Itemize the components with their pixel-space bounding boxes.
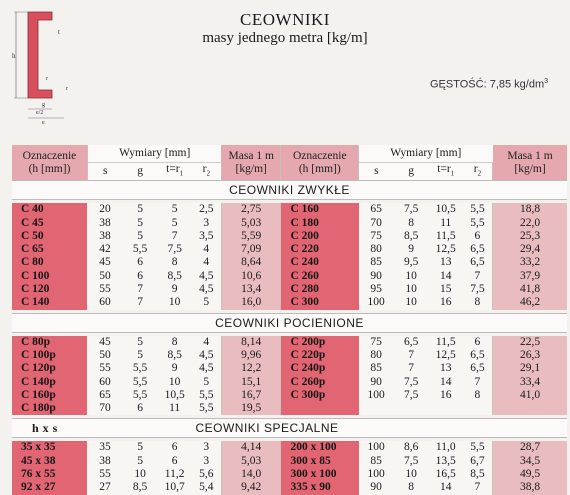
table-cell: 16 [439, 296, 452, 309]
table-cell: C 260p [290, 375, 326, 388]
table-cell: 5 [137, 229, 143, 242]
spec-right-names [281, 441, 359, 494]
table-cell: 6 [171, 454, 178, 467]
table-cell: 10,5 [164, 388, 185, 401]
table-cell: 13,4 [241, 283, 262, 296]
channel-profile-diagram [6, 6, 86, 126]
table-cell: 100 [367, 468, 385, 481]
header-mass-unit: [kg/m] [235, 162, 267, 175]
poc-left-t [158, 336, 192, 416]
table-cell: C 140p [21, 375, 56, 388]
table-cell: C 65 [21, 243, 44, 256]
table-cell: 3 [203, 216, 210, 229]
table-cell: 46,2 [519, 296, 541, 309]
table-cell: 6,7 [470, 454, 485, 467]
table-cell: C 100 [21, 269, 50, 282]
table-cell: C 120p [21, 362, 56, 375]
table-cell: 49,5 [519, 468, 541, 481]
table-cell: 6 [137, 256, 143, 269]
table-cell: 300 x 85 [290, 454, 331, 467]
zwykle-left-g [123, 203, 158, 309]
table-cell: 85 [370, 362, 382, 375]
header-name-unit: (h [mm]) [28, 162, 71, 175]
table-cell: 10 [168, 296, 181, 309]
table-cell: 8 [474, 296, 481, 309]
table-cell: 35 x 35 [21, 441, 56, 454]
table-cell: C 300p [290, 388, 326, 401]
table-cell: 13,5 [435, 454, 456, 467]
table-cell: 92 x 27 [21, 481, 56, 494]
spec-left-t [158, 441, 192, 494]
table-cell: 55 [99, 468, 111, 481]
table-cell: 41,8 [519, 283, 541, 296]
spec-left-mass [221, 441, 281, 494]
diagram-g-label: g [42, 102, 45, 108]
table-cell: 45 [99, 256, 111, 269]
header-dims-left: Wymiary [mm] [87, 145, 221, 163]
table-cell: 35 [99, 441, 111, 454]
table-cell: C 120 [21, 283, 50, 296]
table-cell: 7 [474, 269, 481, 282]
table-cell: 10 [405, 269, 417, 282]
table-cell: 5,5 [132, 362, 148, 375]
table-cell: 16,7 [241, 388, 262, 401]
table-cell: 76 x 55 [21, 468, 56, 481]
header-col-g: g [123, 163, 158, 181]
density-exponent: 3 [544, 78, 549, 85]
header-col-s: s [359, 163, 394, 181]
table-cell: 65 [370, 203, 382, 216]
table-cell: 20 [99, 203, 111, 216]
table-cell: 10,6 [241, 269, 262, 282]
table-cell: 45 x 38 [21, 454, 56, 467]
table-cell: 22,0 [519, 216, 541, 229]
table-cell: 9,96 [241, 348, 262, 361]
zwykle-right-mass [493, 203, 567, 309]
table-cell: 7 [137, 283, 143, 296]
table-cell: 8 [171, 256, 178, 269]
table-cell: 70 [370, 216, 382, 229]
pocienione-block [12, 336, 567, 416]
table-cell: C 280 [290, 283, 319, 296]
spec-left-names [12, 441, 87, 494]
header-col-t [158, 163, 192, 181]
table-cell: 7,09 [241, 243, 262, 256]
table-cell: 25,3 [519, 229, 541, 242]
table-cell: C 180 [290, 216, 319, 229]
zwykle-block [12, 203, 567, 309]
table-cell: 5 [137, 203, 143, 216]
poc-right-mass [493, 336, 567, 416]
table-cell: 55 [99, 283, 111, 296]
table-cell: 14 [439, 481, 452, 494]
table-cell: 6,5 [470, 256, 485, 269]
zwykle-right-t [429, 203, 463, 309]
section-title-specjalne: CEOWNIKI SPECJALNE [87, 419, 567, 438]
poc-left-r [192, 336, 222, 416]
table-cell: 5 [137, 454, 143, 467]
spec-right-t [429, 441, 463, 494]
poc-left-mass [221, 336, 281, 416]
table-cell: 14 [439, 269, 452, 282]
header-mass-label: Masa 1 m [228, 149, 274, 162]
table-cell: C 180p [21, 402, 56, 415]
section-title-zwykle: CEOWNIKI ZWYKŁE [12, 181, 567, 200]
table-cell: 45 [99, 335, 111, 348]
table-cell: 6 [474, 229, 481, 242]
table-cell: 8 [171, 335, 178, 348]
header-col-r-sub: 2 [477, 169, 482, 178]
diagram-r2-label: r [66, 86, 68, 92]
table-cell: 5,5 [132, 243, 148, 256]
poc-right-g [394, 336, 429, 416]
table-cell: 27 [99, 481, 111, 494]
table-cell: 28,7 [519, 441, 541, 454]
table-cell: 10 [168, 375, 181, 388]
table-cell: 200 x 100 [290, 441, 337, 454]
table-cell: 11 [440, 216, 452, 229]
table-cell: 9,5 [403, 256, 419, 269]
table-cell: 6,5 [470, 362, 485, 375]
section-specjalne-left-label: h x s [12, 419, 87, 438]
table-cell: 34,5 [519, 454, 541, 467]
table-cell: 5,5 [132, 388, 148, 401]
table-cell: 8,64 [241, 256, 262, 269]
header-col-t [429, 163, 463, 181]
table-cell: 6 [474, 335, 481, 348]
table-cell: 4 [203, 256, 210, 269]
table-cell: C 160p [21, 388, 56, 401]
poc-left-g [123, 336, 158, 416]
table-cell: 5,5 [132, 375, 148, 388]
spec-right-r [463, 441, 493, 494]
table-cell: 7,5 [403, 454, 419, 467]
zwykle-left-t [158, 203, 192, 309]
table-cell: 90 [370, 375, 382, 388]
table-cell: C 140 [21, 296, 50, 309]
zwykle-left-mass [221, 203, 281, 309]
diagram-r1-label: r [46, 76, 48, 82]
zwykle-left-s [87, 203, 122, 309]
spec-left-r [192, 441, 222, 494]
table-cell: 5,4 [199, 481, 214, 494]
table-cell: 37,9 [519, 269, 541, 282]
table-cell: 3 [203, 454, 210, 467]
table-cell: 8,5 [167, 269, 182, 282]
section-title-pocienione: CEOWNIKI POCIENIONE [12, 313, 567, 332]
spec-left-s [87, 441, 122, 494]
density-label: GĘSTOŚĆ: 7,85 kg/dm [430, 78, 545, 91]
header-mass-left [221, 145, 281, 181]
table-cell: 6,5 [470, 348, 485, 361]
table-cell: 7,5 [403, 375, 419, 388]
table-cell: C 240 [290, 256, 319, 269]
table-cell: 16,5 [435, 468, 456, 481]
zwykle-left-names [12, 203, 87, 309]
table-cell: 5,5 [470, 216, 485, 229]
table-cell: 90 [370, 481, 382, 494]
table-cell: C 80 [21, 256, 44, 269]
table-cell: 33,4 [519, 375, 541, 388]
table-cell: 6,5 [470, 243, 485, 256]
table-cell: 9 [408, 243, 415, 256]
table-cell: 4 [203, 335, 210, 348]
table-cell: 4,14 [241, 441, 262, 454]
table-cell: 7 [408, 362, 415, 375]
table-cell: 6,5 [403, 335, 419, 348]
table-cell: 11,0 [435, 441, 456, 454]
table-cell: 5 [171, 203, 178, 216]
table-cell: 7 [474, 481, 481, 494]
table-cell: 70 [99, 402, 111, 415]
table-cell: 5 [203, 375, 210, 388]
table-cell: 100 [367, 296, 385, 309]
table-cell: 11,5 [435, 229, 456, 242]
table-cell: 8,5 [403, 229, 419, 242]
table-cell: C 50 [21, 229, 44, 242]
table-cell: 10,5 [435, 203, 456, 216]
header-mass-unit: [kg/m] [514, 162, 546, 175]
table-cell: 19,5 [241, 402, 262, 415]
table-cell: 5,5 [199, 402, 214, 415]
header-col-t-sub: 1 [450, 169, 455, 178]
table-cell: 15,1 [241, 375, 262, 388]
table-cell: C 220p [290, 348, 326, 361]
zwykle-right-g [394, 203, 429, 309]
table-cell: 22,5 [519, 335, 541, 348]
header-col-t-sub: 1 [179, 169, 184, 178]
table-cell: C 240p [290, 362, 326, 375]
header-col-r [463, 163, 493, 181]
table-cell: 29,1 [519, 362, 541, 375]
channel-table [12, 145, 567, 495]
zwykle-right-r [463, 203, 493, 309]
table-cell: 5 [137, 335, 143, 348]
diagram-h-label: h [12, 52, 16, 60]
header-col-s: s [87, 163, 122, 181]
table-cell: 50 [99, 348, 111, 361]
table-cell: 4,5 [199, 283, 214, 296]
table-cell: 15 [439, 283, 452, 296]
table-cell: 12,5 [435, 348, 456, 361]
header-name-left [12, 145, 87, 181]
table-cell: 85 [370, 454, 382, 467]
table-cell: C 200 [290, 229, 319, 242]
table-cell: 10 [405, 296, 417, 309]
zwykle-right-s [359, 203, 394, 309]
table-cell: 7,5 [403, 388, 419, 401]
table-cell: C 100p [21, 348, 56, 361]
table-cell: 10,7 [164, 481, 185, 494]
table-cell: 5,59 [241, 229, 262, 242]
table-cell: 55 [99, 362, 111, 375]
zwykle-left-r [192, 203, 222, 309]
poc-left-names [12, 336, 87, 416]
table-cell: 5,03 [241, 216, 262, 229]
table-cell: 7 [171, 229, 178, 242]
poc-right-r [463, 336, 493, 416]
table-cell: 300 x 100 [290, 468, 337, 481]
table-cell: 8,5 [167, 348, 182, 361]
table-cell: 5,5 [470, 441, 485, 454]
header-col-r-label: r [473, 163, 478, 175]
table-cell: 18,8 [519, 203, 541, 216]
table-cell: C 300 [290, 296, 319, 309]
table-cell: 4,5 [199, 362, 214, 375]
table-cell: 5 [137, 348, 143, 361]
table-cell: 10 [405, 468, 417, 481]
diagram-e2-label: e/2 [36, 110, 44, 116]
table-cell: 80 [370, 348, 382, 361]
table-cell: 5,5 [470, 203, 485, 216]
table-cell: 33,2 [519, 256, 541, 269]
poc-right-t [429, 336, 463, 416]
table-cell: 95 [370, 283, 382, 296]
spec-right-mass [493, 441, 567, 494]
table-cell: 80 [370, 243, 382, 256]
table-cell: 11 [169, 402, 181, 415]
header-col-r-label: r [202, 163, 207, 175]
table-cell: 60 [99, 296, 111, 309]
table-cell: 5,03 [241, 454, 262, 467]
table-cell: 8,5 [470, 468, 485, 481]
table-cell: 7,5 [470, 283, 485, 296]
table-cell: 75 [370, 335, 382, 348]
poc-left-s [87, 336, 122, 416]
header-mass-label: Masa 1 m [507, 149, 553, 162]
table-cell: 38 [99, 454, 111, 467]
spec-right-g [394, 441, 429, 494]
table-cell: 5,5 [199, 388, 214, 401]
table-cell: 85 [370, 256, 382, 269]
table-cell: 6 [137, 402, 143, 415]
table-cell: 11,2 [164, 468, 185, 481]
table-cell: 60 [99, 375, 111, 388]
table-cell: 41,0 [519, 388, 541, 401]
table-cell: 3,5 [199, 229, 214, 242]
table-cell: 12,5 [435, 243, 456, 256]
diagram-e-label: e [42, 120, 45, 126]
table-cell: 5,6 [199, 468, 214, 481]
diagram-t-label: t [58, 28, 60, 36]
table-cell: 8 [408, 216, 415, 229]
table-cell: 14,0 [241, 468, 262, 481]
table-cell: 9 [171, 362, 178, 375]
table-cell: C 260 [290, 269, 319, 282]
table-cell: C 220 [290, 243, 319, 256]
header-col-t-label: t=r [437, 163, 451, 175]
table-cell: 10 [134, 468, 146, 481]
table-cell: 4,5 [199, 348, 214, 361]
table-cell: 3 [203, 441, 210, 454]
table-cell: 5 [137, 441, 143, 454]
specjalne-block [12, 441, 567, 494]
table-cell: 5 [137, 216, 143, 229]
spec-left-g [123, 441, 158, 494]
table-cell: 335 x 90 [290, 481, 331, 494]
header-mass-right [493, 145, 567, 181]
table-cell: 2,75 [241, 203, 262, 216]
table-cell: 16 [439, 388, 452, 401]
table-cell: 2,5 [199, 203, 214, 216]
table-cell: C 45 [21, 216, 44, 229]
table-cell: 100 [367, 388, 385, 401]
density-note [430, 78, 548, 91]
table-cell: 8,6 [403, 441, 419, 454]
table-cell: 65 [99, 388, 111, 401]
table-cell: 13 [439, 256, 452, 269]
table-cell: 6 [171, 441, 178, 454]
table-cell: 14 [439, 375, 452, 388]
table-cell: 50 [99, 269, 111, 282]
table-cell: 38,8 [519, 481, 541, 494]
poc-right-names [281, 336, 359, 416]
header-col-r [192, 163, 222, 181]
header-col-r-sub: 2 [206, 169, 210, 178]
header-dims-right: Wymiary [mm] [359, 145, 493, 163]
table-cell: 12,2 [241, 362, 262, 375]
header-name-label: Oznaczenie [22, 149, 77, 162]
table-cell: 16,0 [241, 296, 262, 309]
table-cell: 100 [367, 441, 385, 454]
table-cell: 4 [203, 243, 210, 256]
table-cell: 4,5 [199, 269, 214, 282]
table-cell: 5 [203, 296, 210, 309]
table-cell: 75 [370, 229, 382, 242]
header-col-t-label: t=r [166, 163, 180, 175]
header-name-unit: (h [mm]) [298, 162, 341, 175]
page-title: CEOWNIKI [240, 10, 330, 29]
table-cell: 90 [370, 269, 382, 282]
table-cell: 10 [405, 283, 417, 296]
table-cell: C 80p [21, 335, 51, 348]
table-cell: 8,14 [241, 335, 262, 348]
table-cell: 6 [137, 269, 143, 282]
table-cell: 38 [99, 229, 111, 242]
table-cell: 9,42 [241, 481, 262, 494]
table-cell: 11,5 [435, 335, 456, 348]
table-cell: 7 [474, 375, 481, 388]
table-cell: 7,5 [403, 203, 419, 216]
table-cell: 29,4 [519, 243, 541, 256]
table-cell: C 160 [290, 203, 319, 216]
table-cell: 9 [171, 283, 178, 296]
spec-right-s [359, 441, 394, 494]
header-name-label: Oznaczenie [292, 149, 347, 162]
table-cell: 7 [137, 296, 143, 309]
table-cell: 7,5 [167, 243, 182, 256]
table-cell: C 200p [290, 335, 326, 348]
table-cell: 5 [171, 216, 178, 229]
page-subtitle: masy jednego metra [kg/m] [202, 30, 368, 46]
table-cell: 13 [439, 362, 452, 375]
table-cell: 8 [474, 388, 481, 401]
zwykle-right-names [281, 203, 359, 309]
table-cell: 26,3 [519, 348, 541, 361]
table-cell: 42 [99, 243, 111, 256]
table-cell: 8 [408, 481, 415, 494]
table-cell: 8,5 [132, 481, 148, 494]
header-col-g: g [394, 163, 429, 181]
table-cell: 38 [99, 216, 111, 229]
poc-right-s [359, 336, 394, 416]
table-cell: C 40 [21, 203, 44, 216]
table-cell: 7 [408, 348, 415, 361]
header-name-right [281, 145, 359, 181]
